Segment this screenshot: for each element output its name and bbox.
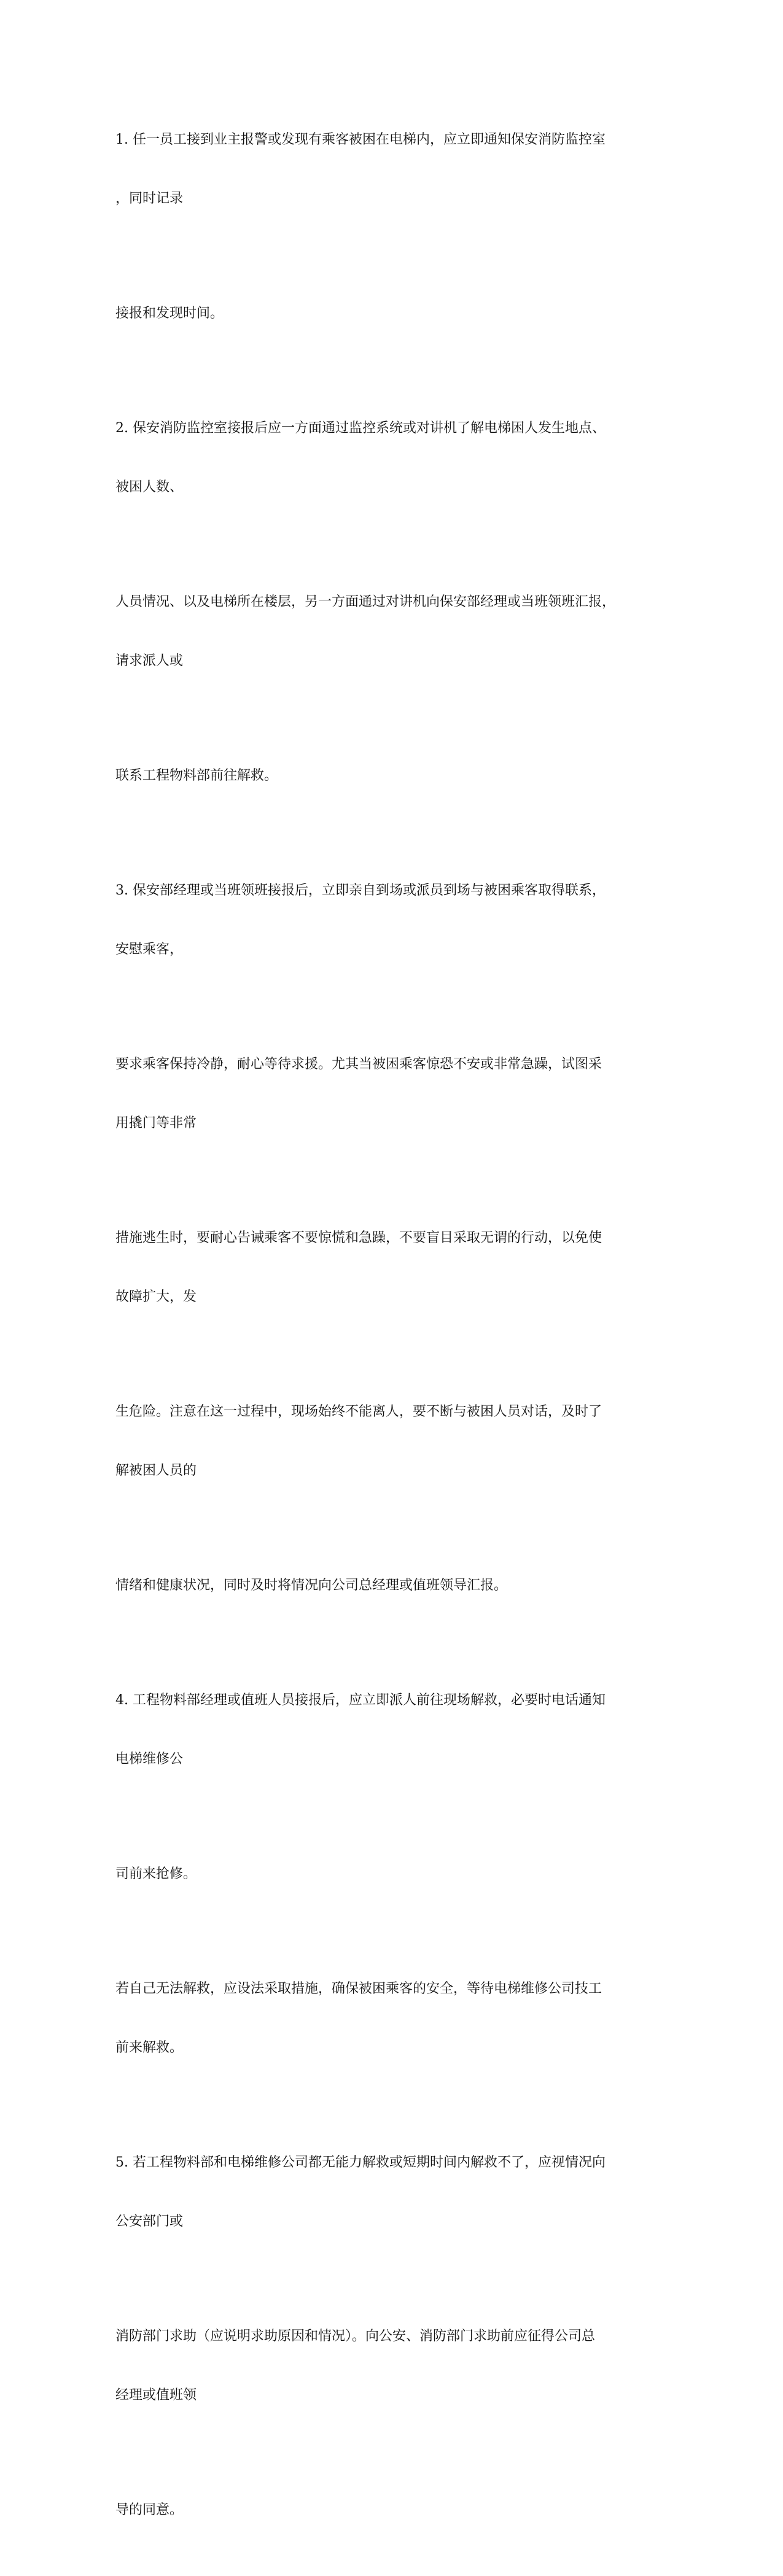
paragraph: [115, 842, 668, 999]
text-line: 解被困人员的: [115, 1463, 197, 1478]
text-line: 请求派人或: [115, 653, 184, 669]
paragraph: [115, 2287, 668, 2445]
text-line: 联系工程物料部前往解救。: [115, 768, 278, 783]
paragraph: [115, 1363, 668, 1520]
paragraph: [115, 1189, 668, 1346]
paragraph: [115, 2114, 668, 2271]
paragraph: [115, 1940, 668, 2097]
text-line: 3. 保安部经理或当班领班接报后，立即亲自到场或派员到场与被困乘客取得联系，: [115, 883, 606, 898]
paragraph: [115, 265, 668, 363]
text-line: 电梯维修公: [115, 1752, 184, 1767]
paragraph: [115, 91, 668, 248]
text-line: 司前来抢修。: [115, 1866, 197, 1882]
text-line: 5. 若工程物料部和电梯维修公司都无能力解救或短期时间内解救不了，应视情况向: [115, 2155, 606, 2170]
text-line: 导的同意。: [115, 2502, 184, 2518]
text-line: 2. 保安消防监控室接报后应一方面通过监控系统或对讲机了解电梯困人发生地点、: [115, 421, 606, 436]
document-body: [115, 91, 668, 2576]
text-line: 接报和发现时间。: [115, 306, 224, 321]
paragraph: [115, 1825, 668, 1923]
text-line: 若自己无法解救，应设法采取措施，确保被困乘客的安全，等待电梯维修公司技工: [115, 1981, 602, 1996]
text-line: 用撬门等非常: [115, 1115, 197, 1131]
text-line: 1. 任一员工接到业主报警或发现有乘客被困在电梯内，应立即通知保安消防监控室: [115, 132, 606, 147]
text-line: 生危险。注意在这一过程中，现场始终不能离人，要不断与被困人员对话，及时了: [115, 1404, 602, 1419]
paragraph: [115, 1015, 668, 1173]
paragraph: [115, 2461, 668, 2559]
text-line: 消防部门求助（应说明求助原因和情况）。向公安、消防部门求助前应征得公司总: [115, 2329, 596, 2344]
paragraph: [115, 379, 668, 537]
paragraph: [115, 553, 668, 710]
text-line: ，同时记录: [115, 191, 184, 206]
paragraph: [115, 727, 668, 825]
text-line: 被困人数、: [115, 479, 184, 495]
text-line: 前来解救。: [115, 2040, 184, 2055]
text-line: 情绪和健康状况，同时及时将情况向公司总经理或值班领导汇报。: [115, 1578, 508, 1593]
text-line: 故障扩大，发: [115, 1289, 197, 1305]
text-line: 公安部门或: [115, 2214, 184, 2229]
text-line: 要求乘客保持冷静，耐心等待求援。尤其当被困乘客惊恐不安或非常急躁，试图采: [115, 1057, 602, 1072]
paragraph: [115, 1537, 668, 1635]
paragraph: [115, 1651, 668, 1809]
text-line: 措施逃生时，要耐心告诫乘客不要惊慌和急躁，不要盲目采取无谓的行动，以免使: [115, 1230, 602, 1246]
text-line: 4. 工程物料部经理或值班人员接报后，应立即派人前往现场解救，必要时电话通知: [115, 1693, 606, 1708]
text-line: 经理或值班领: [115, 2388, 197, 2403]
text-line: 人员情况、以及电梯所在楼层，另一方面通过对讲机向保安部经理或当班领班汇报，: [115, 594, 616, 610]
text-line: 安慰乘客，: [115, 942, 184, 957]
